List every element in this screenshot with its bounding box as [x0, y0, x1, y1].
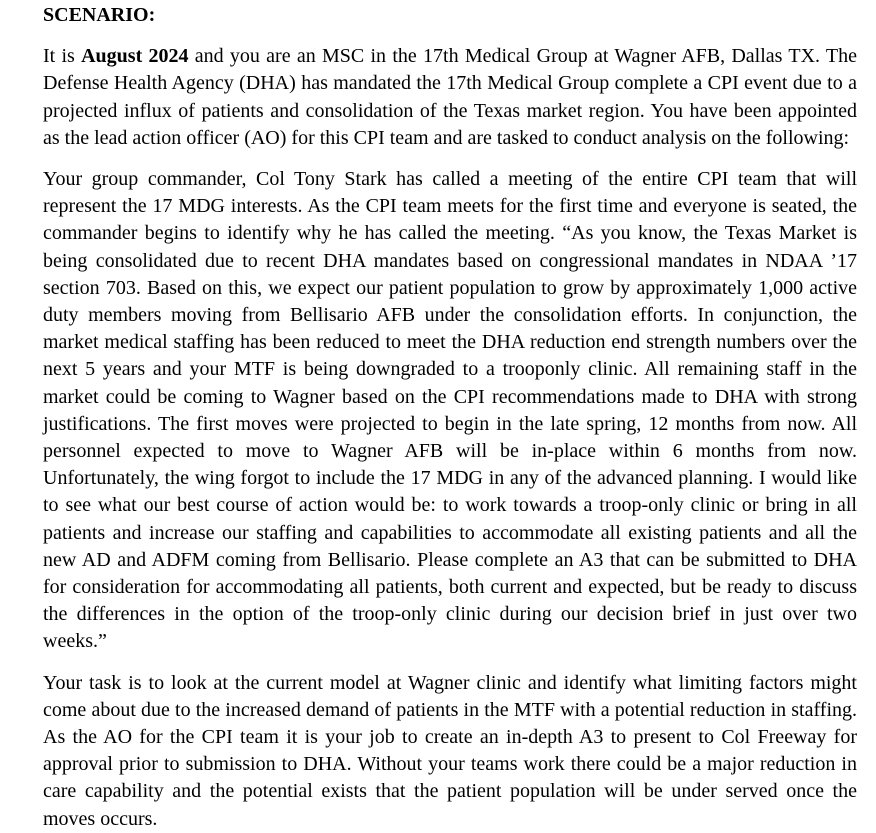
- commander-paragraph: Your group commander, Col Tony Stark has called a meeting of the entire CPI team that will represent the 17 MDG interests. As the CPI team meets for the first time and everyone is seated, the commander begins to identify why he has called the meeting. “As you know, the Texas Market is being consolidated due to recent DHA mandates based on congressional mandates in NDAA ’17 section 703. Based on this, we expect our patient population to grow by approximately 1,000 active duty members moving from Bellisario AFB under the consolidation efforts. In conjunction, the market medical staffing has been reduced to meet the DHA reduction end strength numbers over the next 5 years and your MTF is being downgraded to a trooponly clinic. All remaining staff in the market could be coming to Wagner based on the CPI recommendations made to DHA with strong justifications. The first moves were projected to begin in the late spring, 12 months from now. All personnel expected to move to Wagner AFB will be in-place within 6 months from now. Unfortunately, the wing forgot to include the 17 MDG in any of the advanced planning. I would like to see what our best course of action would be: to work towards a troop-only clinic or bring in all patients and increase our staffing and capabilities to accommodate all existing patients and all the new AD and ADFM coming from Bellisario. Please complete an A3 that can be submitted to DHA for consideration for accommodating all patients, both current and expected, but be ready to discuss the differences in the option of the troop-only clinic during our decision brief in just over two weeks.”: [43, 168, 857, 653]
- intro-text-pre: It is: [43, 45, 82, 68]
- document-heading: SCENARIO:: [43, 4, 156, 26]
- task-paragraph: Your task is to look at the current model at Wagner clinic and identify what limiting factors might come about due to the increased demand of patients in the MTF with a potential reduction in staffing. As the AO for the CPI team it is your job to create an in-depth A3 to present to Col Freeway for approval prior to submission to DHA. Without your teams work there could be a major reduction in care capability and the potential exists that the patient population will be under served once the moves occurs.: [43, 671, 857, 830]
- intro-text-post: and you are an MSC in the 17th Medical Group at Wagner AFB, Dallas TX. The Defense Health Agency (DHA) has mandated the 17th Medical Group complete a CPI event due to a projected influx of patients and consolidation of the Texas market region. You have been appointed as the lead action officer (AO) for this CPI team and are tasked to conduct analysis on the following:: [43, 45, 858, 149]
- intro-date-bold: August 2024: [81, 45, 189, 68]
- intro-paragraph: [43, 43, 857, 152]
